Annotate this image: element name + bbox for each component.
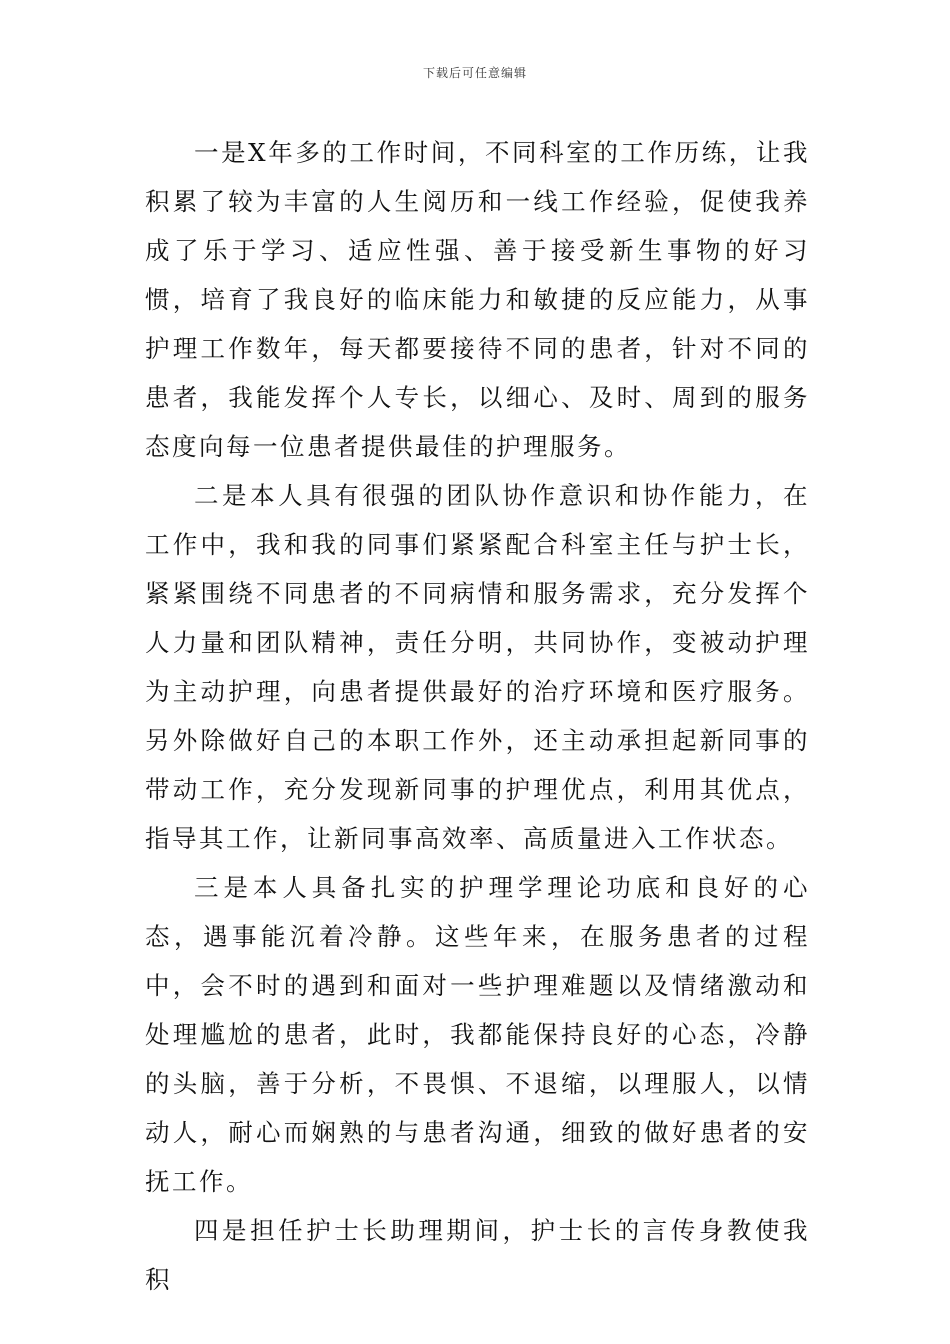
- header-note: 下载后可任意编辑: [422, 66, 527, 80]
- paragraph-4: 四是担任护士长助理期间，护士长的言传身教使我积: [145, 1216, 810, 1294]
- paragraph-1: 一是X年多的工作时间，不同科室的工作历练，让我积累了较为丰富的人生阅历和一线工作经验，促使我养成了乐于学习、适应性强、善于接受新生事物的好习惯，培育了我良好的临床能力和敏捷的反应能力，从事护理工作数年，每天都要接待不同的患者，针对不同的患者，我能发挥个人专长，以细心、及时、周到的服务态度向每一位患者提供最佳的护理服务。: [145, 138, 810, 461]
- paragraph-3: 三是本人具备扎实的护理学理论功底和良好的心态，遇事能沉着冷静。这些年来，在服务患者的过程中，会不时的遇到和面对一些护理难题以及情绪激动和处理尴尬的患者，此时，我都能保持良好的心态，冷静的头脑，善于分析，不畏惧、不退缩，以理服人，以情动人，耐心而娴熟的与患者沟通，细致的做好患者的安抚工作。: [145, 873, 810, 1196]
- paragraph-2: 二是本人具有很强的团队协作意识和协作能力，在工作中，我和我的同事们紧紧配合科室主任与护士长，紧紧围绕不同患者的不同病情和服务需求，充分发挥个人力量和团队精神，责任分明，共同协作，变被动护理为主动护理，向患者提供最好的治疗环境和医疗服务。另外除做好自己的本职工作外，还主动承担起新同事的带动工作，充分发现新同事的护理优点，利用其优点，指导其工作，让新同事高效率、高质量进入工作状态。: [145, 481, 810, 853]
- document-body: [145, 128, 810, 1304]
